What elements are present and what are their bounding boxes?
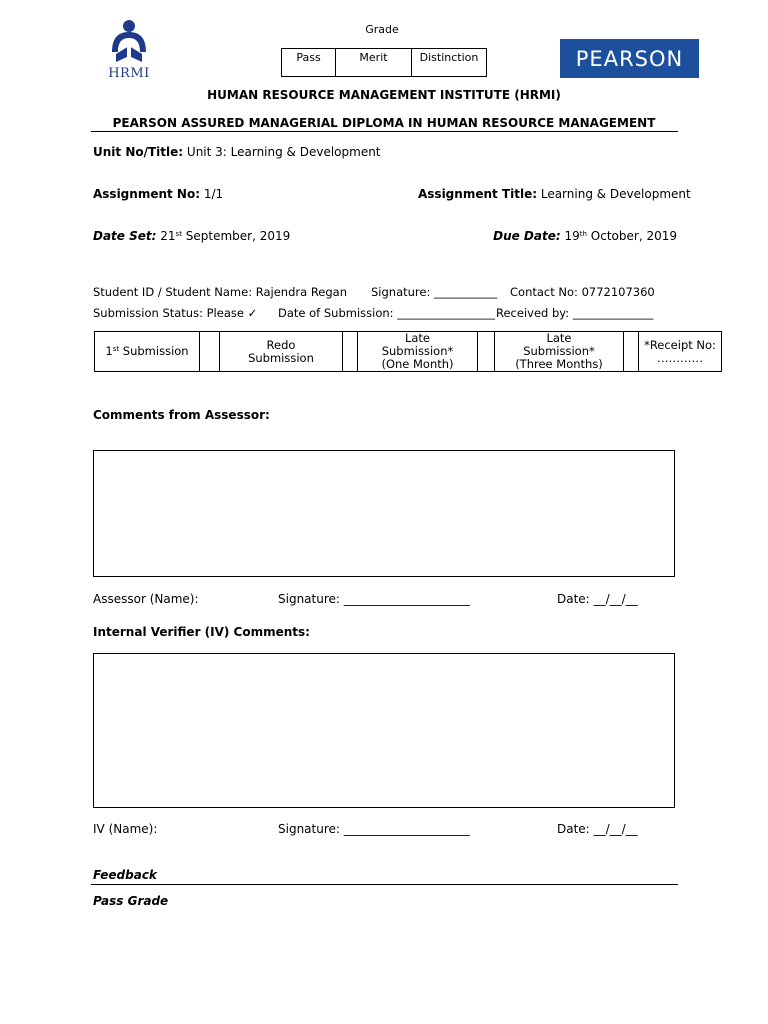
due-date-row	[493, 229, 677, 243]
grade-pass: Pass	[282, 49, 336, 77]
submission-status: Submission Status: Please ✓	[93, 306, 258, 320]
contact-value: 0772107360	[581, 285, 655, 299]
student-signature-line: ___________	[434, 285, 498, 299]
redo-submission-cell	[220, 332, 343, 372]
received-by-row	[496, 306, 653, 320]
receipt-dots: …………	[657, 350, 703, 365]
first-submission-sup: st	[112, 345, 120, 353]
iv-comments-box[interactable]	[93, 653, 675, 808]
late-one-line-1: Late	[404, 331, 431, 345]
student-signature-row	[371, 285, 497, 299]
assessor-signature-label: Signature:	[278, 592, 340, 606]
assessor-date-row	[557, 592, 638, 606]
receipt-label: *Receipt No:	[644, 337, 716, 352]
iv-comments-label: Internal Verifier (IV) Comments:	[93, 625, 310, 639]
unit-label: Unit No/Title:	[93, 145, 184, 159]
contact-row	[510, 285, 655, 299]
contact-label: Contact No:	[510, 285, 578, 299]
received-by-label: Received by:	[496, 306, 570, 320]
institute-title: HUMAN RESOURCE MANAGEMENT INSTITUTE (HRMI)	[207, 88, 561, 102]
late-three-line-1: Late	[546, 331, 572, 345]
date-set-rest: September, 2019	[185, 229, 291, 243]
assessor-signature-line: _____________________	[343, 592, 470, 606]
receipt-cell	[639, 332, 722, 372]
feedback-title: Feedback	[93, 868, 157, 882]
submission-date-label: Date of Submission:	[278, 306, 394, 320]
diploma-title: PEARSON ASSURED MANAGERIAL DIPLOMA IN HUMAN RESOURCE MANAGEMENT	[112, 116, 656, 130]
date-set-suffix: st	[175, 230, 182, 238]
hrmi-emblem-icon	[100, 18, 164, 68]
assignment-title-value: Learning & Development	[540, 187, 691, 201]
assignment-title-row	[418, 187, 691, 201]
iv-date-line: __/__/__	[593, 822, 638, 836]
student-id-label: Student ID / Student Name:	[93, 285, 253, 299]
assessor-comments-box[interactable]	[93, 450, 675, 577]
grade-merit: Merit	[336, 49, 412, 77]
first-submission-text: Submission	[122, 344, 189, 358]
assignment-no-row	[93, 187, 223, 201]
unit-value: Unit 3: Learning & Development	[186, 145, 381, 159]
assignment-title-label: Assignment Title:	[418, 187, 538, 201]
student-signature-label: Signature:	[371, 285, 431, 299]
submission-date-row	[278, 306, 495, 320]
grade-table	[281, 48, 487, 77]
assignment-no-value: 1/1	[203, 187, 224, 201]
date-set-day: 21	[160, 229, 176, 243]
iv-signature-label: Signature:	[278, 822, 340, 836]
late-one-month-checkbox[interactable]	[478, 332, 495, 372]
hrmi-logo-text: HRMI	[108, 66, 150, 81]
hrmi-logo	[100, 18, 164, 84]
late-one-month-cell	[358, 332, 478, 372]
iv-date-row	[557, 822, 638, 836]
late-three-months-checkbox[interactable]	[624, 332, 639, 372]
grade-distinction: Distinction	[412, 49, 487, 77]
assessor-date-label: Date:	[557, 592, 590, 606]
due-date-suffix: th	[579, 230, 587, 238]
iv-name-label: IV (Name):	[93, 822, 158, 836]
pearson-logo: PEARSON	[560, 39, 699, 78]
due-date-label: Due Date:	[493, 229, 561, 243]
iv-signature-line: _____________________	[343, 822, 470, 836]
redo-line-2: Submission	[248, 350, 314, 365]
first-submission-checkbox[interactable]	[200, 332, 220, 372]
feedback-divider	[91, 884, 678, 885]
date-set-row	[93, 229, 290, 243]
date-set-label: Date Set:	[93, 229, 157, 243]
first-submission-cell	[95, 332, 200, 372]
due-date-day: 19	[564, 229, 580, 243]
due-date-rest: October, 2019	[590, 229, 677, 243]
late-one-line-2: Submission*	[381, 344, 454, 358]
iv-signature-row	[278, 822, 470, 836]
submission-table	[94, 331, 722, 372]
grade-label: Grade	[365, 23, 399, 36]
assessor-signature-row	[278, 592, 470, 606]
late-three-months-cell	[495, 332, 624, 372]
late-three-line-3: (Three Months)	[515, 357, 603, 371]
late-one-line-3: (One Month)	[381, 357, 454, 371]
submission-date-line: _________________	[397, 306, 495, 320]
assignment-no-label: Assignment No:	[93, 187, 201, 201]
title-divider	[91, 131, 678, 132]
redo-submission-checkbox[interactable]	[343, 332, 358, 372]
student-id-row	[93, 285, 347, 299]
iv-date-label: Date:	[557, 822, 590, 836]
redo-line-1: Redo	[266, 337, 296, 352]
received-by-line: ______________	[572, 306, 654, 320]
student-name: Rajendra Regan	[255, 285, 348, 299]
assessor-name-label: Assessor (Name):	[93, 592, 199, 606]
unit-row	[93, 145, 381, 159]
first-submission-num: 1	[105, 344, 113, 358]
late-three-line-2: Submission*	[523, 344, 595, 358]
feedback-grade: Pass Grade	[93, 894, 169, 908]
assessor-comments-label: Comments from Assessor:	[93, 408, 270, 422]
assessor-date-line: __/__/__	[593, 592, 638, 606]
